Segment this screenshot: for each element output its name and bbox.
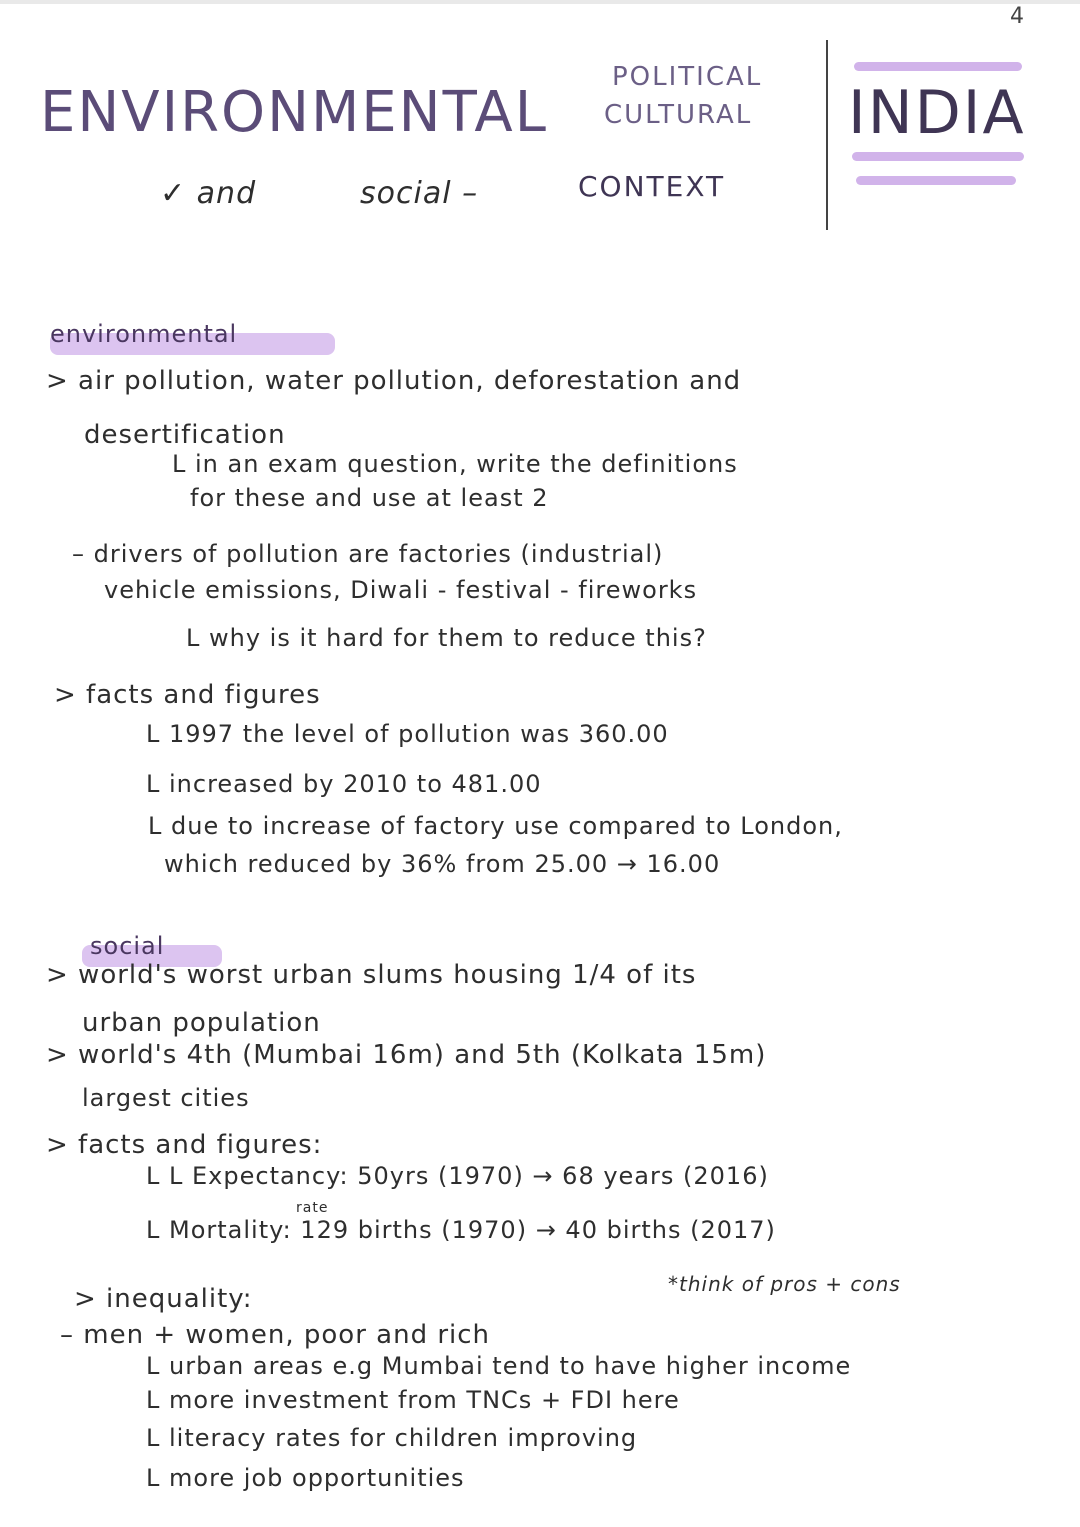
social-line: L urban areas e.g Mumbai tend to have higher income	[146, 1352, 852, 1380]
social-line: > inequality:	[74, 1284, 253, 1314]
env-line: > air pollution, water pollution, deforestation and	[46, 366, 742, 396]
title-india: INDIA	[848, 78, 1026, 148]
env-line: vehicle emissions, Diwali - festival - fireworks	[104, 576, 698, 604]
social-line: L more job opportunities	[146, 1464, 465, 1492]
social-line: > facts and figures:	[46, 1130, 323, 1160]
social-line: – men + women, poor and rich	[60, 1320, 491, 1350]
social-line: urban population	[82, 1008, 321, 1038]
social-line: L L Expectancy: 50yrs (1970) → 68 years (2016)	[146, 1162, 769, 1190]
env-line: for these and use at least 2	[190, 484, 549, 512]
title-environmental: ENVIRONMENTAL	[40, 80, 548, 145]
title-cultural: CULTURAL	[604, 100, 753, 130]
env-line: > facts and figures	[54, 680, 321, 710]
india-highlight-top	[854, 62, 1022, 71]
env-line: L 1997 the level of pollution was 360.00	[146, 720, 669, 748]
social-line: L Mortality: 129 births (1970) → 40 births (2017)	[146, 1216, 776, 1244]
social-line: largest cities	[82, 1084, 250, 1112]
title-political: POLITICAL	[612, 62, 763, 92]
page-number: 4	[1010, 4, 1024, 29]
env-line: L increased by 2010 to 481.00	[146, 770, 542, 798]
env-line: L why is it hard for them to reduce this?	[186, 624, 707, 652]
title-and: ✓ and	[160, 176, 257, 211]
env-line: which reduced by 36% from 25.00 → 16.00	[164, 850, 721, 878]
title-context: CONTEXT	[578, 170, 726, 203]
india-highlight-bottom	[856, 176, 1016, 185]
environmental-heading: environmental	[50, 320, 238, 348]
social-line: L literacy rates for children improving	[146, 1424, 638, 1452]
social-line-annotation: rate	[296, 1200, 329, 1216]
env-line: – drivers of pollution are factories (industrial)	[72, 540, 664, 568]
social-heading: social	[90, 932, 165, 960]
page-top-edge	[0, 0, 1080, 4]
title-social: social –	[360, 176, 479, 211]
india-highlight-mid	[852, 152, 1024, 161]
env-line: L due to increase of factory use compared to London,	[148, 812, 843, 840]
env-line: desertification	[84, 420, 286, 450]
env-line: L in an exam question, write the definitions	[172, 450, 738, 478]
social-line: > world's worst urban slums housing 1/4 of its	[46, 960, 697, 990]
social-line: L more investment from TNCs + FDI here	[146, 1386, 680, 1414]
social-line: > world's 4th (Mumbai 16m) and 5th (Kolkata 15m)	[46, 1040, 767, 1070]
social-note-pros-cons: *think of pros + cons	[668, 1272, 901, 1296]
title-divider	[826, 40, 828, 230]
